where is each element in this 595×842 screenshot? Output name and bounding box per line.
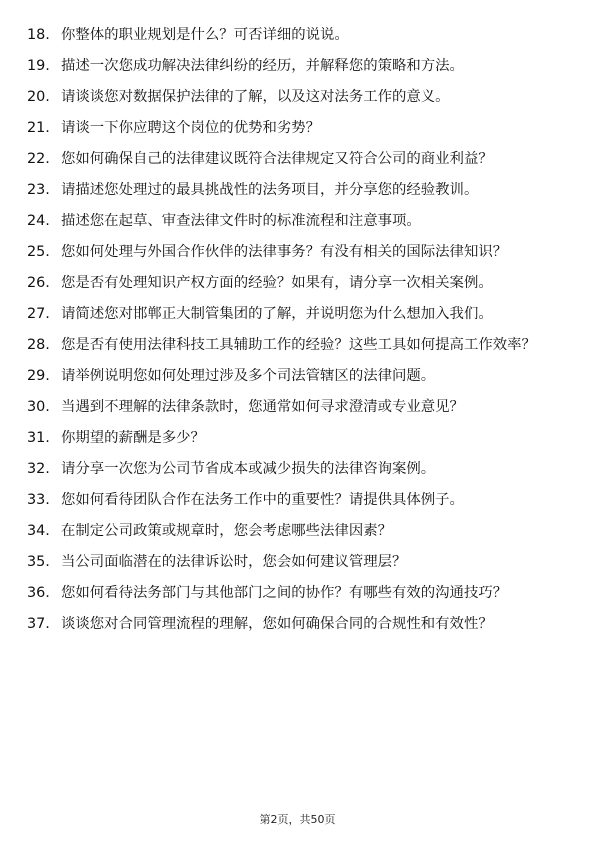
- question-text: 你期望的薪酬是多少？: [61, 430, 205, 446]
- question-item: [0, 24, 595, 47]
- question-item: [0, 458, 595, 481]
- question-text: 请举例说明您如何处理过涉及多个司法管辖区的法律问题。: [61, 368, 436, 384]
- question-item: [0, 117, 595, 140]
- question-item: [0, 55, 595, 78]
- question-text: 描述一次您成功解决法律纠纷的经历，并解释您的策略和方法。: [61, 58, 464, 74]
- question-number: 26.: [27, 275, 50, 291]
- question-number: 23.: [27, 182, 50, 198]
- question-text: 当公司面临潜在的法律诉讼时，您会如何建议管理层？: [61, 554, 407, 570]
- question-text: 请谈一下你应聘这个岗位的优势和劣势？: [61, 120, 321, 136]
- question-item: [0, 210, 595, 233]
- question-number: 27.: [27, 306, 50, 322]
- question-item: [0, 427, 595, 450]
- question-text: 你整体的职业规划是什么？可否详细的说说。: [61, 27, 349, 43]
- question-number: 20.: [27, 89, 50, 105]
- question-item: [0, 241, 595, 264]
- question-item: [0, 272, 595, 295]
- question-text: 当遇到不理解的法律条款时，您通常如何寻求澄清或专业意见？: [61, 399, 464, 415]
- question-item: [0, 520, 595, 543]
- question-text: 您如何看待团队合作在法务工作中的重要性？请提供具体例子。: [61, 492, 464, 508]
- question-text: 谈谈您对合同管理流程的理解，您如何确保合同的合规性和有效性？: [61, 616, 493, 632]
- question-number: 36.: [27, 585, 50, 601]
- question-number: 18.: [27, 27, 50, 43]
- question-number: 21.: [27, 120, 50, 136]
- question-item: [0, 582, 595, 605]
- question-number: 28.: [27, 337, 50, 353]
- question-text: 您是否有处理知识产权方面的经验？如果有，请分享一次相关案例。: [61, 275, 493, 291]
- question-number: 30.: [27, 399, 50, 415]
- question-text: 在制定公司政策或规章时，您会考虑哪些法律因素？: [61, 523, 392, 539]
- question-text: 请谈谈您对数据保护法律的了解，以及这对法务工作的意义。: [61, 89, 450, 105]
- question-item: [0, 179, 595, 202]
- question-item: [0, 551, 595, 574]
- question-text: 描述您在起草、审查法律文件时的标准流程和注意事项。: [61, 213, 421, 229]
- question-item: [0, 489, 595, 512]
- question-number: 32.: [27, 461, 50, 477]
- question-item: [0, 86, 595, 109]
- question-item: [0, 303, 595, 326]
- page-number-label: 第2页，共50页: [259, 813, 336, 826]
- question-number: 25.: [27, 244, 50, 260]
- question-number: 22.: [27, 151, 50, 167]
- question-list: [0, 24, 595, 644]
- question-text: 您如何处理与外国合作伙伴的法律事务？有没有相关的国际法律知识？: [61, 244, 508, 260]
- question-text: 您如何确保自己的法律建议既符合法律规定又符合公司的商业利益？: [61, 151, 493, 167]
- question-item: [0, 396, 595, 419]
- question-number: 35.: [27, 554, 50, 570]
- page-footer: [0, 811, 595, 827]
- question-number: 31.: [27, 430, 50, 446]
- question-number: 19.: [27, 58, 50, 74]
- question-number: 37.: [27, 616, 50, 632]
- question-item: [0, 148, 595, 171]
- question-text: 您是否有使用法律科技工具辅助工作的经验？这些工具如何提高工作效率？: [61, 337, 536, 353]
- question-item: [0, 365, 595, 388]
- question-number: 24.: [27, 213, 50, 229]
- question-item: [0, 613, 595, 636]
- question-text: 请描述您处理过的最具挑战性的法务项目，并分享您的经验教训。: [61, 182, 479, 198]
- question-text: 请简述您对邯郸正大制管集团的了解，并说明您为什么想加入我们。: [61, 306, 493, 322]
- question-item: [0, 334, 595, 357]
- question-number: 34.: [27, 523, 50, 539]
- question-text: 您如何看待法务部门与其他部门之间的协作？有哪些有效的沟通技巧？: [61, 585, 508, 601]
- question-text: 请分享一次您为公司节省成本或减少损失的法律咨询案例。: [61, 461, 436, 477]
- question-number: 33.: [27, 492, 50, 508]
- question-number: 29.: [27, 368, 50, 384]
